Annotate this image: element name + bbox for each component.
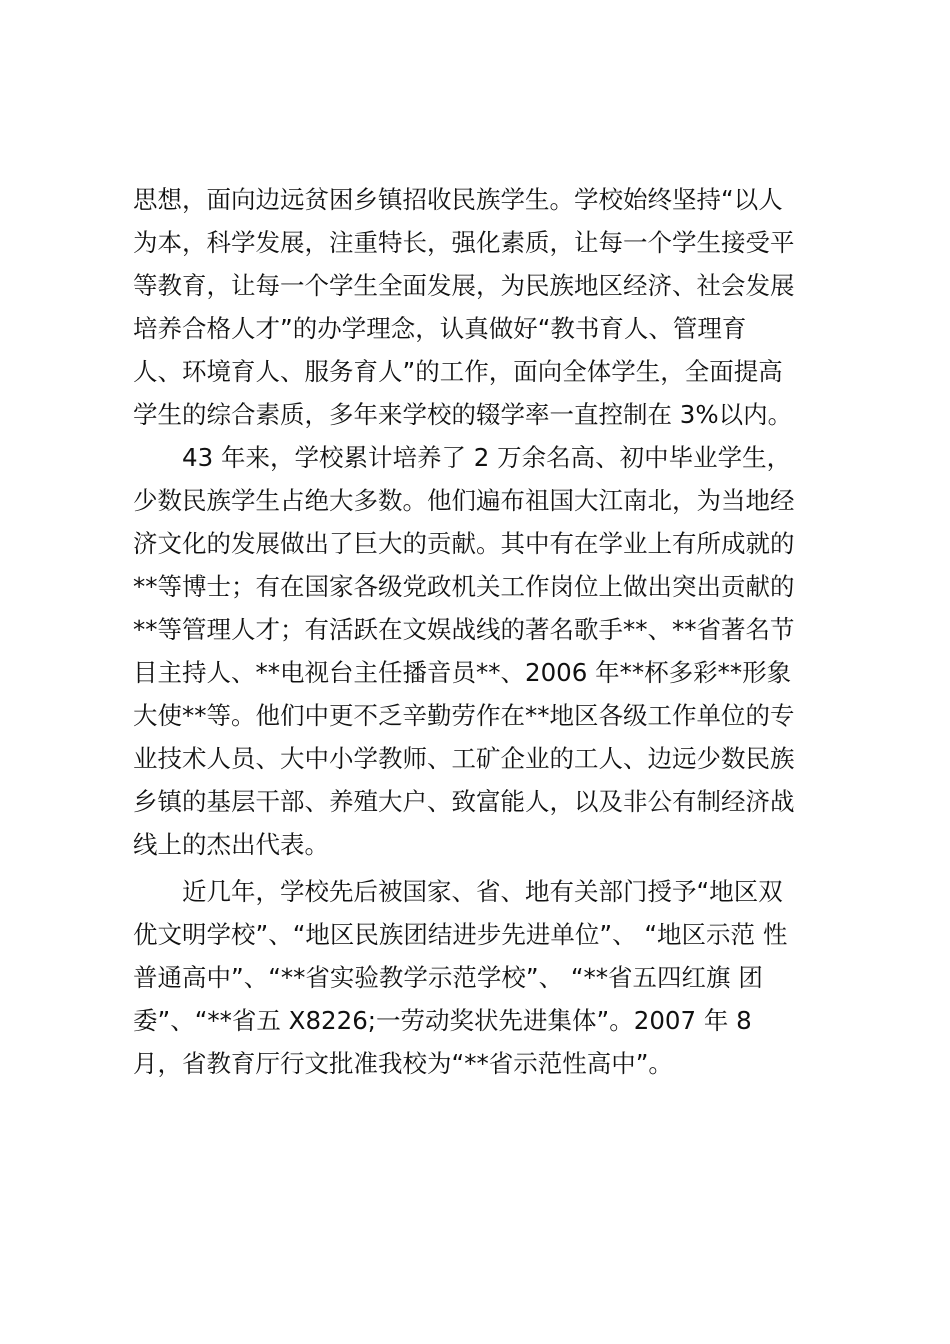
- paragraph-school-philosophy: [133, 178, 833, 436]
- text-line: 近几年，学校先后被国家、省、地有关部门授予“地区双: [182, 877, 783, 906]
- text-line: 济文化的发展做出了巨大的贡献。其中有在学业上有所成就的: [133, 529, 795, 558]
- text-line: 43 年来，学校累计培养了 2 万余名高、初中毕业学生，: [182, 443, 792, 472]
- text-line: 乡镇的基层干部、养殖大户、致富能人，以及非公有制经济战: [133, 787, 795, 816]
- paragraph-graduates: [133, 436, 833, 866]
- paragraph-honors: [133, 870, 833, 1085]
- text-line: 大使**等。他们中更不乏辛勤劳作在**地区各级工作单位的专: [133, 701, 795, 730]
- text-line: **等博士；有在国家各级党政机关工作岗位上做出突出贡献的: [133, 572, 795, 601]
- text-line: 培养合格人才”的办学理念，认真做好“教书育人、管理育: [133, 314, 747, 343]
- text-line: 优文明学校”、“地区民族团结进步先进单位”、 “地区示范 性: [133, 920, 788, 949]
- text-line: 普通高中”、“**省实验教学示范学校”、 “**省五四红旗 团: [133, 963, 763, 992]
- text-line: 线上的杰出代表。: [133, 830, 329, 859]
- text-line: 为本，科学发展，注重特长，强化素质，让每一个学生接受平: [133, 228, 795, 257]
- text-line: 月，省教育厅行文批准我校为“**省示范性高中”。: [133, 1049, 673, 1078]
- text-line: **等管理人才；有活跃在文娱战线的著名歌手**、**省著名节: [133, 615, 795, 644]
- text-line: 委”、“**省五 X8226;一劳动奖状先进集体”。2007 年 8: [133, 1006, 752, 1035]
- text-line: 人、环境育人、服务育人”的工作，面向全体学生，全面提高: [133, 357, 783, 386]
- text-line: 学生的综合素质，多年来学校的辍学率一直控制在 3%以内。: [133, 400, 793, 429]
- text-line: 思想，面向边远贫困乡镇招收民族学生。学校始终坚持“以人: [133, 185, 783, 214]
- text-line: 等教育，让每一个学生全面发展，为民族地区经济、社会发展: [133, 271, 795, 300]
- text-line: 少数民族学生占绝大多数。他们遍布祖国大江南北，为当地经: [133, 486, 795, 515]
- text-line: 业技术人员、大中小学教师、工矿企业的工人、边远少数民族: [133, 744, 795, 773]
- text-line: 目主持人、**电视台主任播音员**、2006 年**杯多彩**形象: [133, 658, 792, 687]
